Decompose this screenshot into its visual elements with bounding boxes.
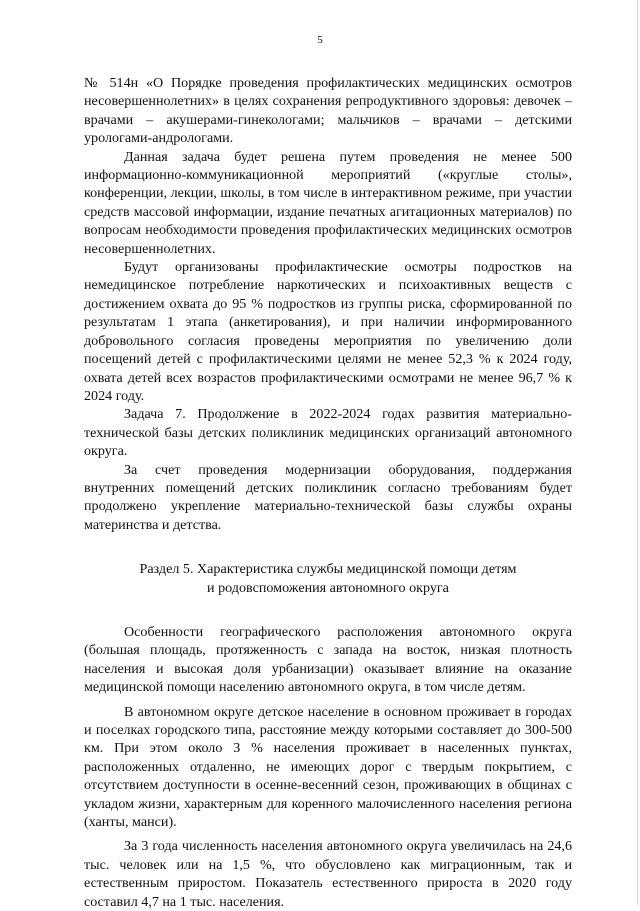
section-heading-line-2: и родовспоможения автономного округа — [207, 579, 449, 596]
paragraph-adolescent-screenings: Будут организованы профилактические осмотры подростков на немедицинское потребление наркотических и психоактивных веществ с достижением охвата до 95 % подростков из группы риска, сформированной по результатам 1 этапа (анкетирования), и при наличии информированного добровольного согласия проведены мероприятия по увеличению доли посещений детей с профилактическими целями не менее 52,3 % к 2024 году, охвата детей всех возрастов профилактическими осмотрами не менее 96,7 % к 2024 году. — [84, 259, 572, 404]
paragraph-information-events: Данная задача будет решена путем проведения не менее 500 информационно-коммуникационной мероприятий («круглые столы», конференции, лекции, школы, в том числе в интерактивном режиме, при участии средств массовой информации, издание печатных агитационных материалов) по вопросам необходимости проведения профилактических медицинских осмотров несовершеннолетних. — [84, 148, 573, 257]
paragraph-child-population: В автономном округе детское население в основном проживает в городах и поселках городского типа, расстояние между которыми составляет до 300-500 км. При этом около 3 % населения проживает в населенных пунктах, расположенных отдаленно, не имеющих дорог с твердым покрытием, с отсутствием доступности в осенне-весенний сезон, проживающих в общинах с укладом жизни, характерным для коренного малочисленного населения региона (ханты, манси). — [84, 703, 572, 831]
paragraph-geography: Особенности географического расположения автономного округа (большая площадь, протяженность с запада на восток, низкая плотность населения и высокая доля урбанизации) оказывает влияние на оказание медицинской помощи населению автономного округа, в том числе детям. — [84, 623, 572, 696]
paragraph-modernization: За счет проведения модернизации оборудования, поддержания внутренних помещений детских поликлиник согласно требованиям будет продолжено укрепление материально-технической базы службы охраны материнства и детства. — [84, 461, 572, 533]
document-body — [84, 74, 572, 911]
paragraph-task-7: Задача 7. Продолжение в 2022-2024 годах развития материально-технической базы детских поликлиник медицинских организаций автономного округа. — [84, 406, 572, 460]
section-heading-line-1: Раздел 5. Характеристика службы медицинской помощи детям — [139, 561, 517, 578]
page-number: 5 — [317, 34, 323, 46]
paragraph-order-reference: № 514н «О Порядке проведения профилактических медицинских осмотров несовершеннолетних» в целях сохранения репродуктивного здоровья: девочек – врачами – акушерами-гинекологами; мальчиков – врачами – детскими урологами-андрологами. — [84, 75, 572, 147]
section-heading — [84, 560, 572, 597]
scan-edge-line — [637, 0, 638, 905]
paragraph-population-growth: За 3 года численность населения автономного округа увеличилась на 24,6 тыс. человек или на 1,5 %, что обусловлено как миграционным, так и естественным приростом. Показатель естественного прироста в 2020 году составил 4,7 на 1 тыс. населения. — [84, 838, 572, 910]
